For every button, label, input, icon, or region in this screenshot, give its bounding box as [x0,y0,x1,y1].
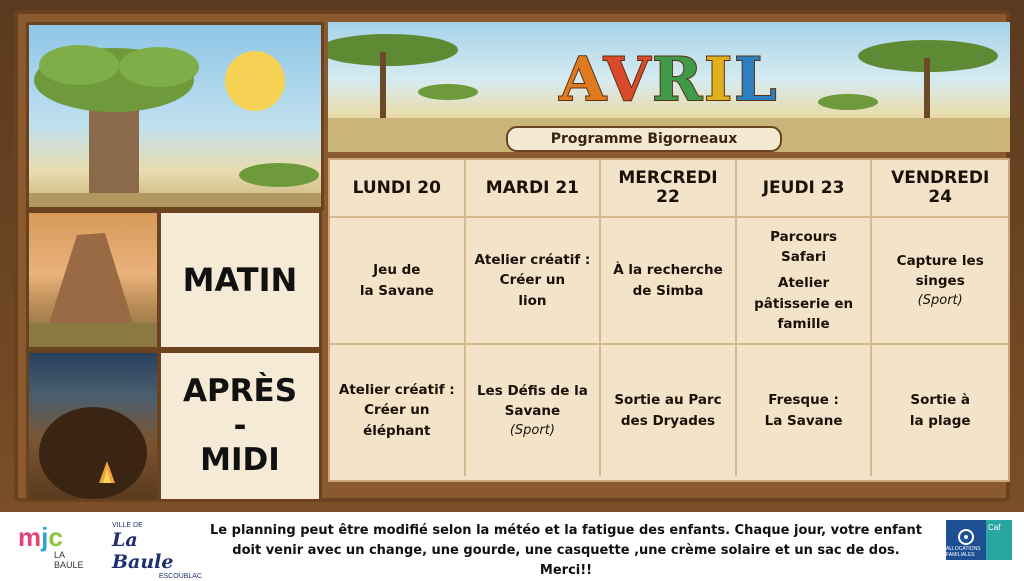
activity-line: famille [777,315,830,332]
activity-line: Atelier créatif : [474,252,591,269]
activity-line: Créer un [499,272,566,289]
rock-icon [29,213,157,347]
caf-family-icon [957,528,975,546]
activity-cell [330,218,466,345]
day-header: JEUDI 23 [737,160,873,218]
caf-logo [946,520,1012,560]
period-afternoon-line: APRÈS [182,372,298,409]
activity-cell [737,345,873,476]
activity-note: (Sport) [917,293,963,308]
activity-line: des Dryades [620,412,716,429]
page-title [328,45,1010,115]
activity-line: pâtisserie en [754,295,854,312]
day-header: VENDREDI 24 [872,160,1008,218]
activity-cell [601,345,737,476]
mjc-logo [18,522,94,570]
mjc-sub-label: LA BAULE [54,550,84,570]
activity-cell [330,345,466,476]
activity-line: Atelier créatif : [338,382,455,399]
rock-antelope-illustration [26,210,160,350]
baule-sub-label: ESCOUBLAC [158,573,202,580]
activity-line: lion [518,292,547,309]
activity-line: Savane [504,402,561,419]
day-header: LUNDI 20 [330,160,466,218]
period-afternoon-line: - [233,407,247,444]
period-afternoon-line: MIDI [200,442,280,479]
footer-notice-line: Le planning peut être modifié selon la météo et la fatigue des enfants. Chaque jour, votre enfant [210,523,922,538]
activity-line: Sortie à [910,392,971,409]
caf-small-label: ALLOCATIONS FAMILIALES [946,546,981,558]
activity-note: (Sport) [509,423,555,438]
activity-line: À la recherche [613,262,723,279]
mjc-letter: m [18,522,42,552]
activity-cell [872,345,1008,476]
title-letter: A [559,45,604,115]
day-header: MERCREDI 22 [601,160,737,218]
activity-line: Créer un [364,402,430,419]
title-letter: I [704,45,735,115]
activity-line: la Savane [359,282,434,299]
activity-line: Parcours [770,228,838,245]
title-letter: R [652,45,705,115]
mjc-wordmark [18,524,94,550]
title-letter: L [734,45,779,115]
activity-cell [737,218,873,345]
activity-cell [601,218,737,345]
caf-emblem [946,520,986,560]
baobab-scene-illustration [26,22,324,210]
schedule-table [328,158,1010,482]
baobab-tree-icon [29,25,321,207]
activity-cell [466,345,602,476]
activity-line: éléphant [363,422,431,439]
activity-line: de Simba [632,282,704,299]
footer-notice [210,521,922,581]
activity-line: la plage [909,412,971,429]
baule-main-label: La Baule [112,529,174,573]
activity-line: Sortie au Parc [614,392,722,409]
caf-label: Caf [986,520,1012,560]
activity-line: Safari [781,249,827,266]
period-morning-label: MATIN [182,261,298,299]
activity-line: Jeu de [373,262,421,279]
activity-cell [872,218,1008,345]
la-baule-logo [112,522,202,580]
activity-line: Atelier [778,275,830,292]
activity-line: Fresque : [768,392,839,409]
cave-cats-illustration [26,350,160,502]
mjc-letter: c [48,522,63,552]
activity-cell [466,218,602,345]
footer-notice-line: doit venir avec un change, une gourde, une casquette ,une crème solaire et un sac de dos. Merci!! [232,543,900,578]
mjc-letter: j [41,522,49,552]
activity-line: Capture les [896,252,984,269]
period-afternoon [158,350,322,502]
day-header: MARDI 21 [466,160,602,218]
activity-line: singes [915,272,965,289]
title-letter: V [603,45,653,115]
period-morning [158,210,322,350]
campfire-icon [29,353,157,499]
program-subtitle: Programme Bigorneaux [506,126,782,152]
activity-line: Les Défis de la [476,382,588,399]
activity-line: La Savane [764,412,843,429]
baule-top-label: VILLE DE [112,522,143,529]
